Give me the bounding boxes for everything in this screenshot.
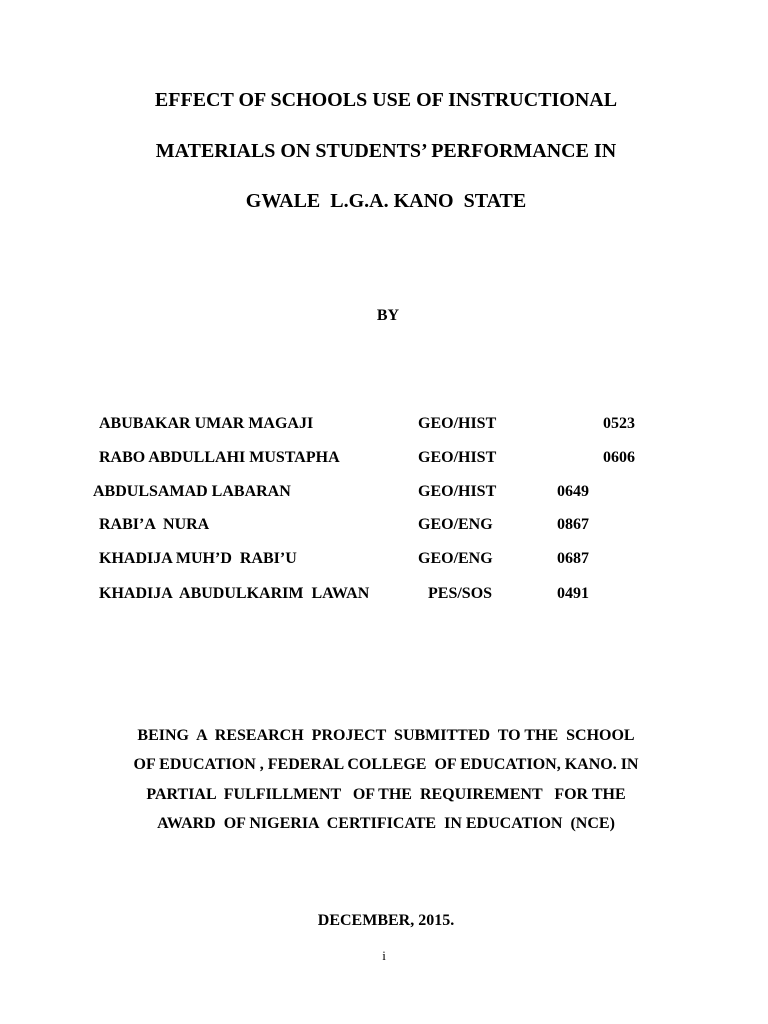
title-line-1: EFFECT OF SCHOOLS USE OF INSTRUCTIONAL [154, 89, 618, 111]
author-number: 0867 [557, 516, 589, 533]
statement-line-1: BEING A RESEARCH PROJECT SUBMITTED TO THE SCHOOL [137, 727, 635, 744]
statement-line-3: PARTIAL FULFILLMENT OF THE REQUIREMENT FOR THE [146, 786, 626, 803]
author-number: 0649 [557, 483, 589, 500]
author-name: RABI’A NURA [99, 516, 210, 533]
title-line-2: MATERIALS ON STUDENTS’ PERFORMANCE IN [155, 140, 617, 162]
author-name: ABUBAKAR UMAR MAGAJI [99, 415, 314, 432]
by-label: BY [376, 307, 400, 324]
author-number: 0687 [557, 550, 589, 567]
author-course: GEO/ENG [418, 516, 493, 533]
author-row [0, 585, 589, 675]
author-number: 0606 [603, 449, 635, 466]
author-name: RABO ABDULLAHI MUSTAPHA [99, 449, 340, 466]
author-name: KHADIJA ABUDULKARIM LAWAN [99, 585, 370, 602]
page-number: i [382, 948, 386, 963]
author-course: GEO/HIST [418, 449, 497, 466]
author-number: 0523 [603, 415, 635, 432]
author-course: GEO/HIST [418, 483, 497, 500]
title-line-3: GWALE L.G.A. KANO STATE [245, 190, 527, 212]
author-name: ABDULSAMAD LABARAN [93, 483, 291, 500]
author-name: KHADIJA MUH’D RABI’U [99, 550, 297, 567]
submission-date: DECEMBER, 2015. [317, 912, 455, 929]
statement-line-4: AWARD OF NIGERIA CERTIFICATE IN EDUCATION (NCE) [157, 815, 615, 832]
author-course: PES/SOS [428, 585, 493, 602]
author-course: GEO/ENG [418, 550, 493, 567]
author-course: GEO/HIST [418, 415, 497, 432]
author-number: 0491 [557, 585, 589, 602]
statement-line-2: OF EDUCATION , FEDERAL COLLEGE OF EDUCATION, KANO. IN [133, 756, 639, 773]
